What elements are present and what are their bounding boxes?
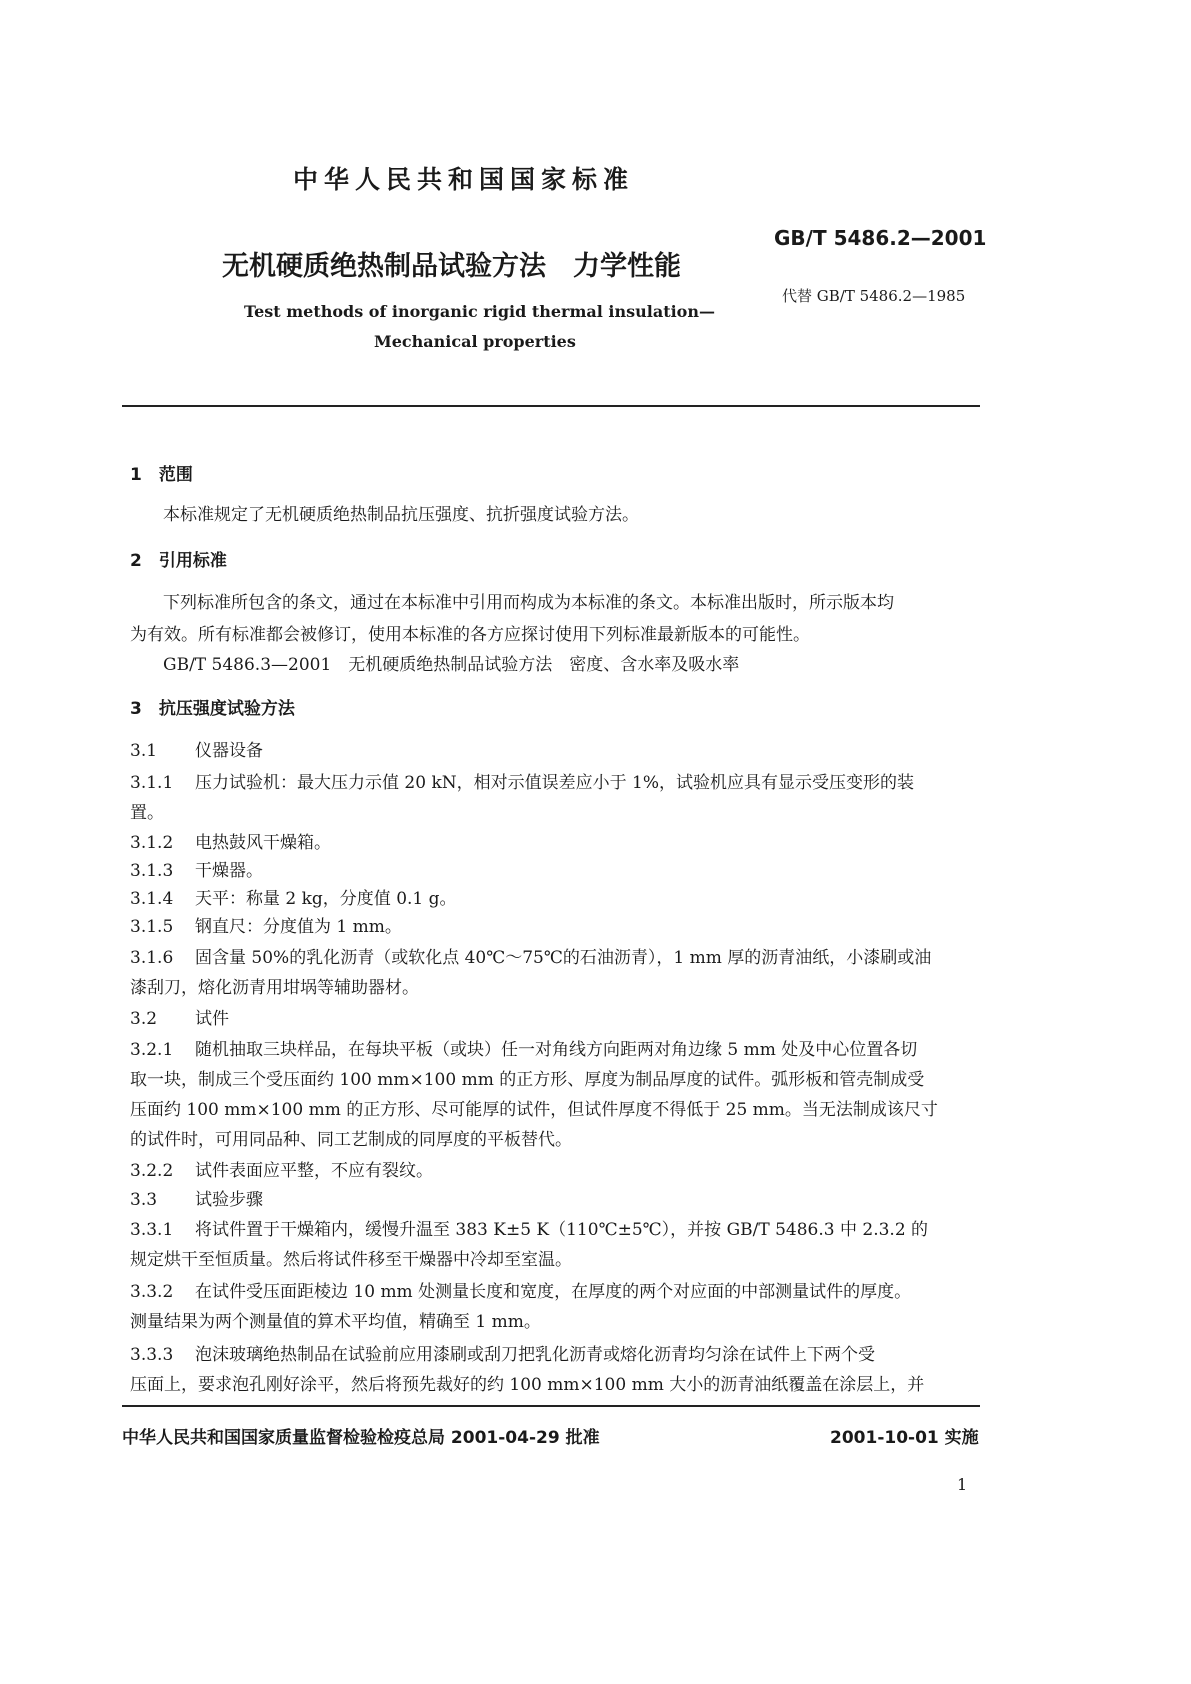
clause-number: 3.3.3 [130,1345,174,1365]
clause-text: 随机抽取三块样品，在每块平板（或块）任一对角线方向距两对角边缘 5 mm 处及中心位置各切 [195,1040,918,1060]
clause-3-2-1 [130,1035,917,1060]
clause-number: 3.2.2 [130,1161,174,1181]
clause-3-1-3 [130,856,263,881]
clause-number: 3.3.2 [130,1282,174,1302]
document-title-cn: 无机硬质绝热制品试验方法 力学性能 [222,251,681,282]
section-2-heading: 2 引用标准 [130,551,227,571]
clause-text: 干燥器。 [195,861,263,881]
clause-text: 泡沫玻璃绝热制品在试验前应用漆刷或刮刀把乳化沥青或熔化沥青均匀涂在试件上下两个受 [195,1345,875,1365]
clause-number: 3.1.2 [130,833,174,853]
clause-3-1-5 [130,912,402,937]
page-number: 1 [957,1475,968,1494]
section-2-reference: GB/T 5486.3—2001 无机硬质绝热制品试验方法 密度、含水率及吸水率 [163,655,740,675]
clause-3-3 [130,1185,263,1210]
clause-number: 3.3.1 [130,1220,174,1240]
replaces-standard: 代替 GB/T 5486.2—1985 [782,287,966,305]
clause-3-2 [130,1004,229,1029]
clause-3-3-2 [130,1277,911,1302]
clause-number: 3.3 [130,1190,158,1210]
clause-3-1-4 [130,884,457,909]
clause-text: 试验步骤 [195,1190,263,1210]
clause-text: 仪器设备 [195,741,263,761]
clause-3-1-1 [130,768,914,793]
clause-text: 天平：称量 2 kg，分度值 0.1 g。 [195,889,457,909]
clause-text: 试件 [195,1009,229,1029]
section-1-heading: 1 范围 [130,465,193,485]
clause-3-1-6-line2: 漆刮刀，熔化沥青用坩埚等辅助器材。 [130,978,419,998]
clause-text: 电热鼓风干燥箱。 [195,833,331,853]
standard-code: GB/T 5486.2—2001 [774,226,987,250]
clause-3-3-1-line2: 规定烘干至恒质量。然后将试件移至干燥器中冷却至室温。 [130,1250,572,1270]
effective-date: 2001-10-01 实施 [830,1428,979,1448]
document-title-en-line1: Test methods of inorganic rigid thermal insulation— [244,302,715,321]
clause-number: 3.1 [130,741,158,761]
section-3-heading: 3 抗压强度试验方法 [130,699,295,719]
clause-text: 在试件受压面距棱边 10 mm 处测量长度和宽度，在厚度的两个对应面的中部测量试件的厚度。 [195,1282,912,1302]
section-1-text: 本标准规定了无机硬质绝热制品抗压强度、抗折强度试验方法。 [163,505,639,525]
national-standard-heading: 中华人民共和国国家标准 [293,165,635,194]
clause-3-2-2 [130,1156,433,1181]
clause-3-1 [130,736,263,761]
clause-text: 钢直尺：分度值为 1 mm。 [195,917,402,937]
clause-3-3-3 [130,1340,875,1365]
clause-text: 将试件置于干燥箱内，缓慢升温至 383 K±5 K（110℃±5℃），并按 GB/T 5486.3 中 2.3.2 的 [195,1220,929,1240]
clause-3-3-2-line2: 测量结果为两个测量值的算术平均值，精确至 1 mm。 [130,1312,541,1332]
clause-3-2-1-line4: 的试件时，可用同品种、同工艺制成的同厚度的平板替代。 [130,1130,572,1150]
clause-3-1-1-line2: 置。 [130,803,164,823]
clause-number: 3.1.6 [130,948,174,968]
clause-3-2-1-line3: 压面约 100 mm×100 mm 的正方形、尽可能厚的试件，但试件厚度不得低于 25 mm。当无法制成该尺寸 [130,1100,938,1120]
clause-text: 试件表面应平整，不应有裂纹。 [195,1161,433,1181]
clause-number: 3.1.4 [130,889,174,909]
document-title-en-line2: Mechanical properties [374,332,576,351]
section-2-text-line1: 下列标准所包含的条文，通过在本标准中引用而构成为本标准的条文。本标准出版时，所示版本均 [163,593,894,613]
clause-3-1-6 [130,943,931,968]
footer-divider [122,1405,980,1407]
clause-number: 3.1.3 [130,861,174,881]
header-divider [122,405,980,407]
clause-text: 固含量 50%的乳化沥青（或软化点 40℃～75℃的石油沥青），1 mm 厚的沥青油纸，小漆刷或油 [195,948,932,968]
clause-3-3-1 [130,1215,928,1240]
clause-3-1-2 [130,828,331,853]
clause-number: 3.1.5 [130,917,174,937]
clause-number: 3.2.1 [130,1040,174,1060]
clause-text: 压力试验机：最大压力示值 20 kN，相对示值误差应小于 1%，试验机应具有显示受压变形的装 [195,773,914,793]
clause-3-2-1-line2: 取一块，制成三个受压面约 100 mm×100 mm 的正方形、厚度为制品厚度的试件。弧形板和管壳制成受 [130,1070,925,1090]
clause-number: 3.1.1 [130,773,174,793]
clause-3-3-3-line2: 压面上，要求泡孔刚好涂平，然后将预先裁好的约 100 mm×100 mm 大小的沥青油纸覆盖在涂层上，并 [130,1375,925,1395]
section-2-text-line2: 为有效。所有标准都会被修订，使用本标准的各方应探讨使用下列标准最新版本的可能性。 [130,625,810,645]
clause-number: 3.2 [130,1009,158,1029]
approval-line: 中华人民共和国国家质量监督检验检疫总局 2001-04-29 批准 [122,1428,600,1448]
